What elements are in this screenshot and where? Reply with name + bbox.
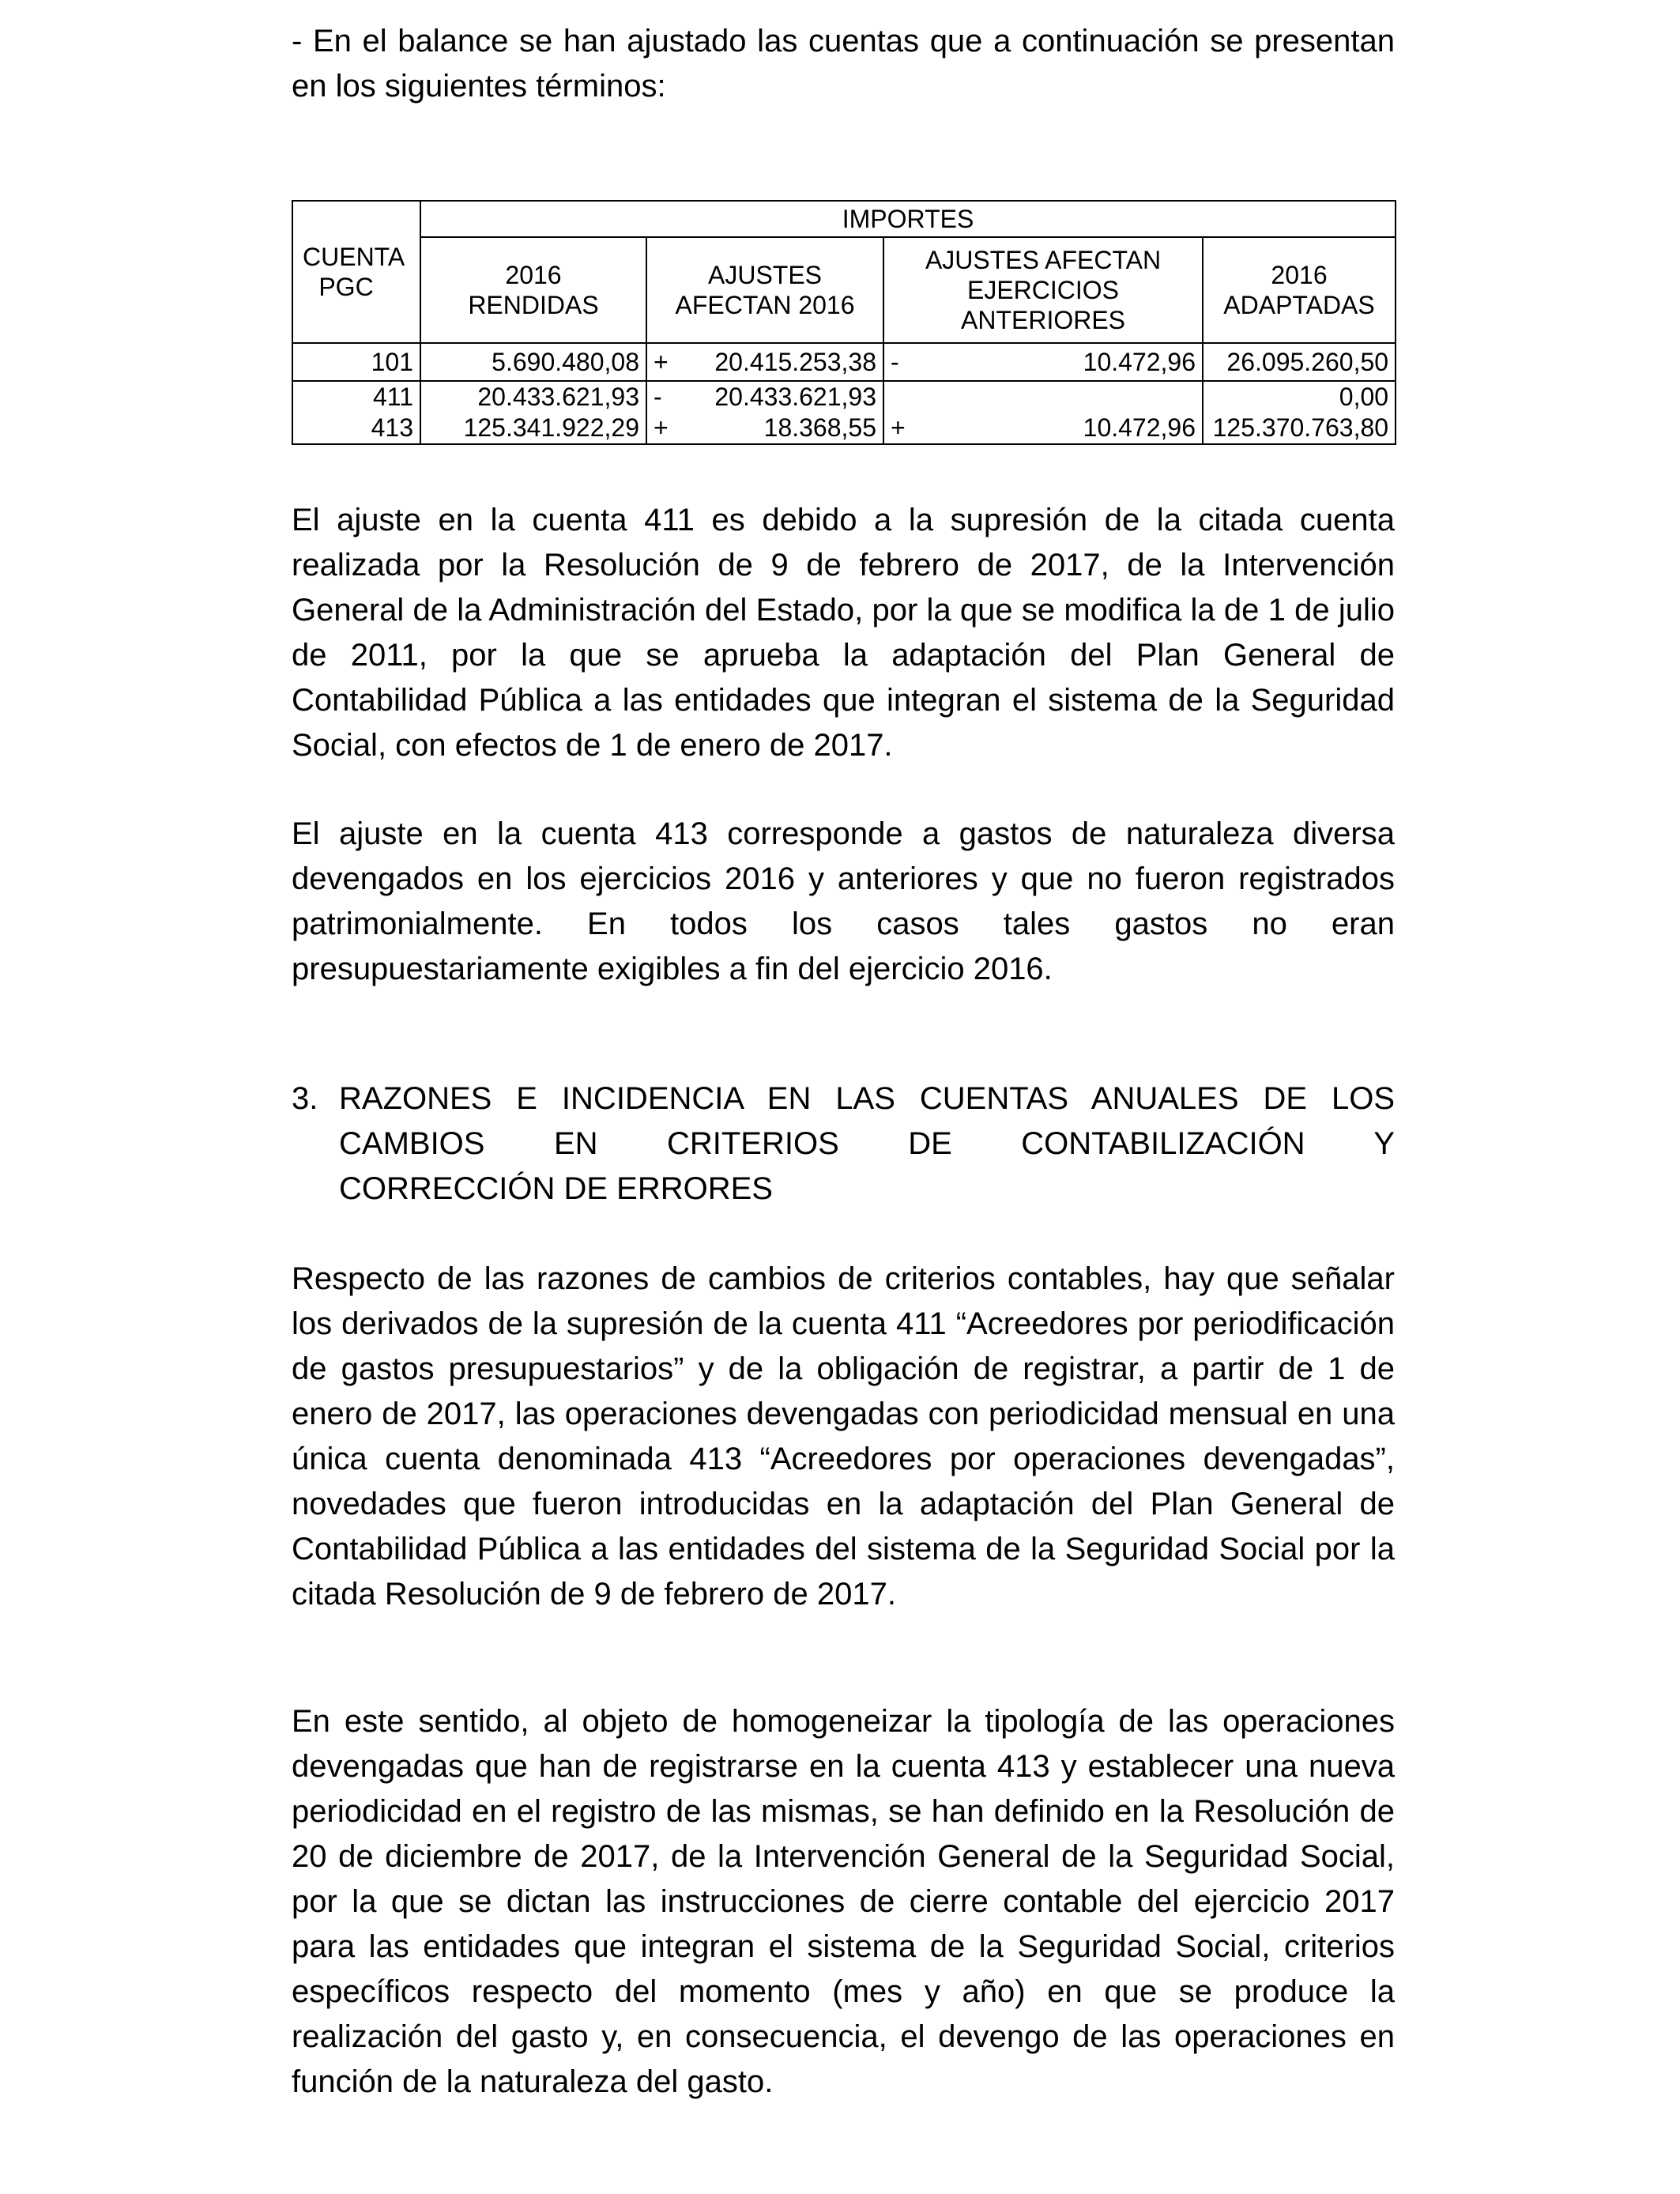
section-heading [292,1076,1395,1212]
cell-ajuste-anteriores: 10.472,96 [915,412,1203,444]
cell-rendidas: 20.433.621,93 [420,381,646,412]
paragraph-razones-cambios: Respecto de las razones de cambios de criterios contables, hay que señalar los derivados de la supresión de la cuenta 411 “Acreedores por periodificación de gastos presupuestarios” y de la obligación de registrar, a partir de 1 de enero de 2017, las operaciones devengadas con periodicidad mensual en una única cuenta denominada 413 “Acreedores por operaciones devengadas”, novedades que fueron introducidas en la adaptación del Plan General de Contabilidad Pública a las entidades del sistema de la Seguridad Social por la citada Resolución de 9 de febrero de 2017. [292,1261,1395,1612]
cell-sign: - [883,343,915,381]
cell-ajuste-2016: 18.368,55 [678,412,883,444]
cell-sign: - [654,383,662,411]
header-rendidas: 2016 RENDIDAS [420,237,646,343]
section-title [339,1076,1395,1212]
table-row [292,412,1396,444]
cell-sign [883,381,915,412]
cell-cuenta: 413 [292,412,420,444]
cell-sign: + [883,412,915,444]
header-ajustes-2016: AJUSTES AFECTAN 2016 [646,237,883,343]
cell-ajuste-2016: 20.433.621,93 [678,381,883,412]
paragraph-homogeneizar: En este sentido, al objeto de homogeneizar la tipología de las operaciones devengadas que han de registrarse en la cuenta 413 y establecer una nueva periodicidad en el registro de las mismas, se han definido en la Resolución de 20 de diciembre de 2017, de la Intervención General de la Seguridad Social, por la que se dictan las instrucciones de cierre contable del ejercicio 2017 para las entidades que integran el sistema de la Seguridad Social, criterios específicos respecto del momento (mes y año) en que se produce la realización del gasto y, en consecuencia, el devengo de las operaciones en función de la naturaleza del gasto. [292,1704,1395,2099]
cell-adaptadas: 125.370.763,80 [1203,412,1396,444]
cell-adaptadas: 26.095.260,50 [1203,343,1396,381]
section-title-line: CAMBIOS EN CRITERIOS DE CONTABILIZACIÓN Y [339,1126,1395,1161]
paragraph-ajuste-411: El ajuste en la cuenta 411 es debido a la supresión de la citada cuenta realizada por la Resolución de 9 de febrero de 2017, de la Intervención General de la Administración del Estado, por la que se modifica la de 1 de julio de 2011, por la que se aprueba la adaptación del Plan General de Contabilidad Pública a las entidades que integran el sistema de la Seguridad Social, con efectos de 1 de enero de 2017. [292,503,1395,763]
cell-rendidas: 125.341.922,29 [420,412,646,444]
header-importes: IMPORTES [420,201,1396,237]
section-title-line: CORRECCIÓN DE ERRORES [339,1171,773,1206]
section-number: 3. [292,1081,318,1116]
cell-sign: + [646,343,678,381]
cell-cuenta: 411 [292,381,420,412]
intro-paragraph: - En el balance se han ajustado las cuentas que a continuación se presentan en los siguientes términos: [292,24,1395,104]
paragraph-ajuste-413: El ajuste en la cuenta 413 corresponde a gastos de naturaleza diversa devengados en los ejercicios 2016 y anteriores y que no fueron registrados patrimonialmente. En todos los casos tales gastos no eran presupuestariamente exigibles a fin del ejercicio 2016. [292,816,1395,986]
adjustments-table-wrapper [292,200,1395,445]
cell-cuenta: 101 [292,343,420,381]
section-title-line: RAZONES E INCIDENCIA EN LAS CUENTAS ANUALES DE LOS [339,1081,1395,1116]
table-row [292,343,1396,381]
cell-rendidas: 5.690.480,08 [420,343,646,381]
header-adaptadas: 2016 ADAPTADAS [1203,237,1396,343]
cell-ajuste-anteriores [915,381,1203,412]
table-row [292,381,1396,412]
cell-ajuste-2016: 20.415.253,38 [678,343,883,381]
cell-sign: + [646,412,678,444]
cell-ajuste-anteriores: 10.472,96 [915,343,1203,381]
header-ajustes-anteriores: AJUSTES AFECTAN EJERCICIOS ANTERIORES [883,237,1203,343]
cell-adaptadas: 0,00 [1203,381,1396,412]
adjustments-table [292,200,1396,445]
header-cuenta: CUENTA PGC [292,201,420,343]
